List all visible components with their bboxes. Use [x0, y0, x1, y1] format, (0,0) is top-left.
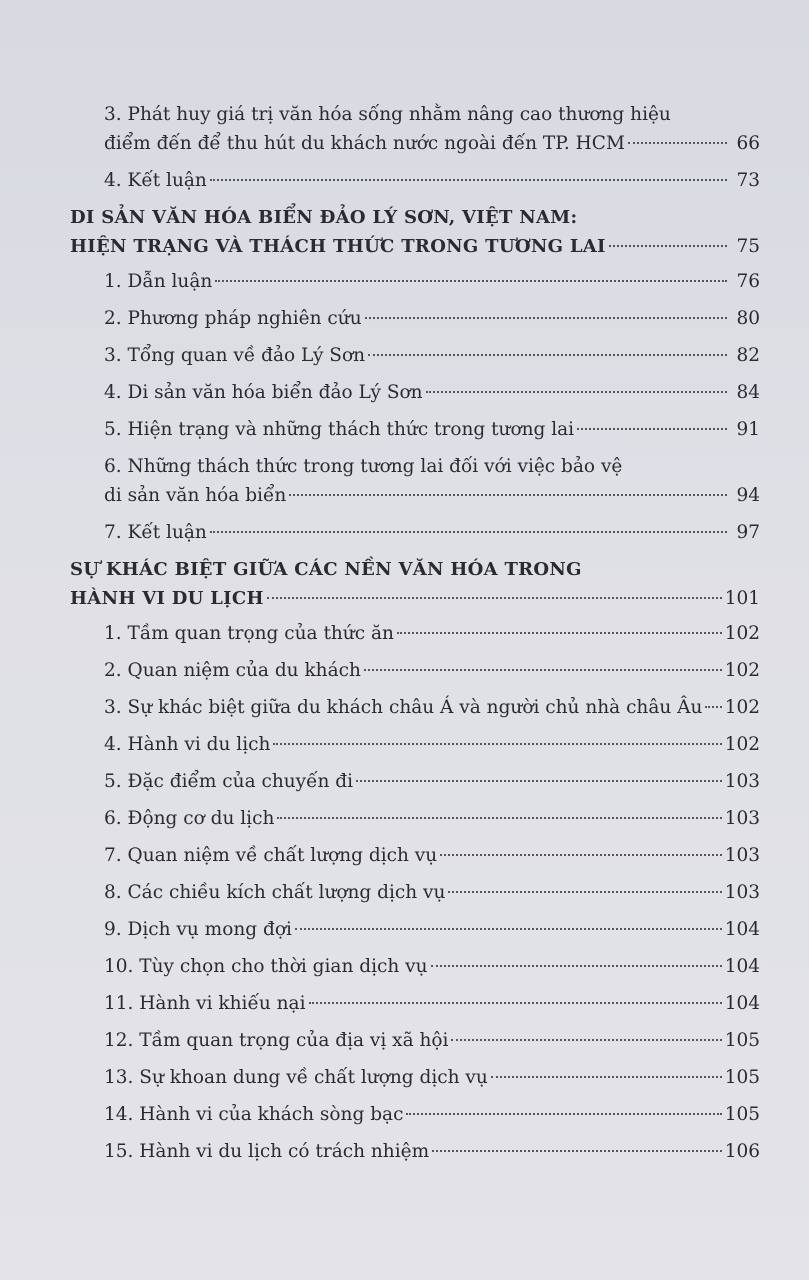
leader-dots [364, 669, 722, 671]
toc-section [70, 555, 760, 613]
leader-dots [491, 1076, 722, 1078]
leader-dots [368, 354, 727, 356]
toc-page-number: 103 [724, 771, 760, 792]
leader-dots [426, 391, 727, 393]
toc-entry-title: 10. Tùy chọn cho thời gian dịch vụ [104, 956, 428, 977]
table-of-contents [70, 100, 760, 1174]
toc-entry-title: 3. Tổng quan về đảo Lý Sơn [104, 345, 366, 366]
toc-entry [70, 619, 760, 648]
leader-dots [432, 1150, 722, 1152]
toc-entry [70, 452, 760, 510]
toc-entry-line2: điểm đến để thu hút du khách nước ngoài đến TP. HCM [104, 133, 625, 154]
toc-entry-title: 11. Hành vi khiếu nại [104, 993, 306, 1014]
toc-entry-title: 12. Tầm quan trọng của địa vị xã hội [104, 1030, 449, 1051]
toc-entry [70, 100, 760, 158]
toc-entry [70, 1063, 760, 1092]
toc-entry [70, 878, 760, 907]
toc-page-number: 102 [724, 734, 760, 755]
leader-dots [705, 706, 721, 708]
toc-entry-title: 5. Hiện trạng và những thách thức trong tương lai [104, 419, 575, 440]
leader-dots [397, 632, 722, 634]
leader-dots [406, 1113, 721, 1115]
toc-page-number: 102 [724, 623, 760, 644]
toc-page-number: 66 [736, 133, 760, 154]
toc-page-number: 103 [724, 845, 760, 866]
toc-page-number: 101 [724, 588, 760, 609]
leader-dots [289, 494, 727, 496]
toc-entry [70, 1137, 760, 1166]
toc-entry-title: 1. Dẫn luận [104, 271, 213, 292]
toc-page-number: 104 [724, 919, 760, 940]
toc-section-line1: SỰ KHÁC BIỆT GIỮA CÁC NỀN VĂN HÓA TRONG [70, 559, 582, 580]
toc-entry-title: 15. Hành vi du lịch có trách nhiệm [104, 1141, 430, 1162]
toc-page-number: 75 [736, 236, 760, 257]
toc-entry-title: 4. Di sản văn hóa biển đảo Lý Sơn [104, 382, 423, 403]
toc-page-number: 94 [736, 485, 760, 506]
toc-entry [70, 989, 760, 1018]
toc-entry-title: 7. Kết luận [104, 522, 207, 543]
toc-entry-title: 6. Động cơ du lịch [104, 808, 275, 829]
toc-entry [70, 378, 760, 407]
toc-page-number: 76 [736, 271, 760, 292]
toc-page-number: 103 [724, 808, 760, 829]
toc-section-line1: DI SẢN VĂN HÓA BIỂN ĐẢO LÝ SƠN, VIỆT NAM: [70, 207, 578, 228]
leader-dots [309, 1002, 722, 1004]
toc-entry-title: 2. Quan niệm của du khách [104, 660, 361, 681]
toc-page-number: 103 [724, 882, 760, 903]
toc-entry [70, 1100, 760, 1129]
toc-entry [70, 267, 760, 296]
toc-page-number: 102 [724, 697, 760, 718]
toc-entry-title: 8. Các chiều kích chất lượng dịch vụ [104, 882, 446, 903]
toc-entry [70, 1026, 760, 1055]
toc-page-number: 91 [736, 419, 760, 440]
toc-page-number: 80 [736, 308, 760, 329]
toc-entry [70, 341, 760, 370]
toc-entry [70, 841, 760, 870]
toc-entry-line2: di sản văn hóa biển [104, 485, 287, 506]
toc-entry-line1: 3. Phát huy giá trị văn hóa sống nhằm nâng cao thương hiệu [104, 104, 671, 125]
leader-dots [451, 1039, 721, 1041]
toc-entry [70, 656, 760, 685]
toc-page-number: 104 [724, 956, 760, 977]
toc-entry-title: 2. Phương pháp nghiên cứu [104, 308, 362, 329]
toc-entry [70, 730, 760, 759]
toc-entry [70, 952, 760, 981]
toc-entry-title: 9. Dịch vụ mong đợi [104, 919, 292, 940]
toc-page-number: 105 [724, 1104, 760, 1125]
leader-dots [273, 743, 721, 745]
toc-page-number: 105 [724, 1030, 760, 1051]
leader-dots [210, 531, 727, 533]
toc-page-number: 84 [736, 382, 760, 403]
toc-entry-title: 4. Hành vi du lịch [104, 734, 271, 755]
toc-entry [70, 166, 760, 195]
toc-page-number: 106 [724, 1141, 760, 1162]
toc-page-number: 102 [724, 660, 760, 681]
toc-page-number: 105 [724, 1067, 760, 1088]
toc-page-number: 73 [736, 170, 760, 191]
toc-section-line2: HIỆN TRẠNG VÀ THÁCH THỨC TRONG TƯƠNG LAI [70, 236, 606, 257]
leader-dots [431, 965, 722, 967]
toc-page-number: 97 [736, 522, 760, 543]
leader-dots [356, 780, 722, 782]
leader-dots [215, 280, 727, 282]
toc-page-number: 104 [724, 993, 760, 1014]
toc-entry [70, 304, 760, 333]
leader-dots [440, 854, 722, 856]
leader-dots [277, 817, 721, 819]
leader-dots [609, 245, 727, 247]
leader-dots [577, 428, 727, 430]
leader-dots [448, 891, 721, 893]
toc-entry [70, 915, 760, 944]
toc-entry-title: 3. Sự khác biệt giữa du khách châu Á và người chủ nhà châu Âu [104, 697, 703, 718]
toc-entry-line1: 6. Những thách thức trong tương lai đối với việc bảo vệ [104, 456, 623, 477]
toc-entry-title: 5. Đặc điểm của chuyến đi [104, 771, 354, 792]
toc-section-line2: HÀNH VI DU LỊCH [70, 588, 264, 609]
leader-dots [295, 928, 722, 930]
toc-entry-title: 14. Hành vi của khách sòng bạc [104, 1104, 404, 1125]
leader-dots [210, 179, 727, 181]
toc-section [70, 203, 760, 261]
leader-dots [365, 317, 727, 319]
toc-page-number: 82 [736, 345, 760, 366]
toc-entry [70, 767, 760, 796]
toc-entry-title: 4. Kết luận [104, 170, 207, 191]
toc-entry [70, 518, 760, 547]
toc-entry-title: 1. Tầm quan trọng của thức ăn [104, 623, 394, 644]
toc-entry [70, 693, 760, 722]
toc-entry [70, 804, 760, 833]
leader-dots [267, 597, 722, 599]
toc-entry [70, 415, 760, 444]
toc-entry-title: 13. Sự khoan dung về chất lượng dịch vụ [104, 1067, 488, 1088]
leader-dots [628, 142, 727, 144]
toc-entry-title: 7. Quan niệm về chất lượng dịch vụ [104, 845, 438, 866]
